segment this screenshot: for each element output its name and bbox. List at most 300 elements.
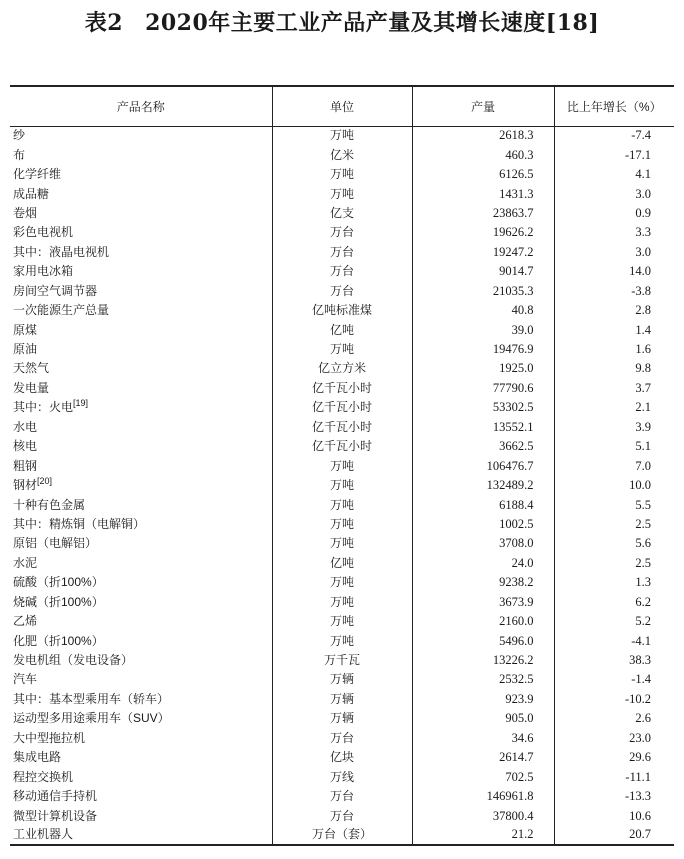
product-name-cell xyxy=(10,126,272,145)
unit-cell xyxy=(272,398,412,417)
production-text: 1002.5 xyxy=(499,516,534,531)
table-row xyxy=(10,165,674,184)
production-cell xyxy=(412,184,554,203)
header-production: 产量 xyxy=(412,86,554,126)
unit-text: 万吨 xyxy=(329,167,354,182)
unit-text: 万千瓦 xyxy=(323,653,360,668)
unit-text: 万吨 xyxy=(329,342,354,357)
production-text: 702.5 xyxy=(505,769,534,784)
product-name-text: 大中型拖拉机 xyxy=(13,730,86,745)
unit-cell xyxy=(272,826,412,845)
unit-cell xyxy=(272,709,412,728)
table-row xyxy=(10,359,674,378)
product-name-text: 程控交换机 xyxy=(13,769,74,784)
product-name-cell xyxy=(10,398,272,417)
production-text: 1925.0 xyxy=(499,361,534,376)
production-text: 146961.8 xyxy=(486,789,534,804)
product-name-cell xyxy=(10,243,272,262)
unit-text: 亿千瓦小时 xyxy=(311,419,372,434)
unit-cell xyxy=(272,748,412,767)
production-cell xyxy=(412,515,554,534)
growth-cell xyxy=(554,767,674,786)
product-name-text: 成品糖 xyxy=(13,186,50,201)
production-cell xyxy=(412,126,554,145)
product-name-cell xyxy=(10,767,272,786)
unit-text: 万台 xyxy=(329,789,354,804)
unit-text: 万吨 xyxy=(329,458,354,473)
growth-cell xyxy=(554,690,674,709)
production-cell xyxy=(412,534,554,553)
product-name-text: 其中：基本型乘用车（轿车） xyxy=(13,691,170,706)
unit-text: 亿吨 xyxy=(329,555,354,570)
production-cell xyxy=(412,495,554,514)
production-text: 13552.1 xyxy=(492,419,534,434)
unit-text: 亿支 xyxy=(329,205,354,220)
unit-cell xyxy=(272,515,412,534)
product-name-cell xyxy=(10,301,272,320)
production-text: 9014.7 xyxy=(499,264,534,279)
product-name-cell xyxy=(10,282,272,301)
production-cell xyxy=(412,359,554,378)
growth-cell xyxy=(554,495,674,514)
growth-cell xyxy=(554,262,674,281)
production-text: 6126.5 xyxy=(499,167,534,182)
growth-text: 3.7 xyxy=(635,380,651,395)
production-cell xyxy=(412,282,554,301)
growth-cell xyxy=(554,631,674,650)
header-unit: 单位 xyxy=(272,86,412,126)
unit-cell xyxy=(272,806,412,825)
table-row xyxy=(10,145,674,164)
growth-cell xyxy=(554,573,674,592)
production-cell xyxy=(412,320,554,339)
unit-cell xyxy=(272,418,412,437)
growth-cell xyxy=(554,651,674,670)
production-text: 5496.0 xyxy=(499,633,534,648)
growth-cell xyxy=(554,709,674,728)
growth-text: 1.4 xyxy=(635,322,651,337)
product-name-cell xyxy=(10,204,272,223)
production-text: 40.8 xyxy=(511,303,534,318)
product-name-cell xyxy=(10,495,272,514)
table-row xyxy=(10,184,674,203)
production-cell xyxy=(412,476,554,495)
product-name-cell xyxy=(10,631,272,650)
production-cell xyxy=(412,554,554,573)
growth-cell xyxy=(554,145,674,164)
production-text: 34.6 xyxy=(511,730,534,745)
unit-text: 亿千瓦小时 xyxy=(311,439,372,454)
unit-cell xyxy=(272,165,412,184)
growth-cell xyxy=(554,398,674,417)
production-cell xyxy=(412,787,554,806)
production-text: 3662.5 xyxy=(499,439,534,454)
product-name-cell xyxy=(10,145,272,164)
product-name-text: 家用电冰箱 xyxy=(13,264,74,279)
product-name-text: 水泥 xyxy=(13,555,38,570)
product-name-cell xyxy=(10,709,272,728)
product-name-cell xyxy=(10,359,272,378)
growth-text: 2.5 xyxy=(635,555,651,570)
product-name-text: 硫酸（折100%） xyxy=(13,575,104,590)
product-name-text: 发电机组（发电设备） xyxy=(13,653,134,668)
footnote-ref: [19] xyxy=(73,398,89,409)
production-text: 460.3 xyxy=(505,147,534,162)
table-row xyxy=(10,515,674,534)
growth-cell xyxy=(554,476,674,495)
production-cell xyxy=(412,826,554,845)
unit-cell xyxy=(272,320,412,339)
table-row xyxy=(10,495,674,514)
growth-text: 5.1 xyxy=(635,439,651,454)
product-name-text: 微型计算机设备 xyxy=(13,808,98,823)
unit-text: 万辆 xyxy=(329,672,354,687)
table-row xyxy=(10,593,674,612)
product-name-cell xyxy=(10,787,272,806)
product-name-text: 核电 xyxy=(13,439,38,454)
production-cell xyxy=(412,243,554,262)
unit-cell xyxy=(272,145,412,164)
header-growth: 比上年增长（%） xyxy=(554,86,674,126)
table-row xyxy=(10,456,674,475)
unit-text: 亿块 xyxy=(329,750,354,765)
production-text: 132489.2 xyxy=(486,478,534,493)
table-row xyxy=(10,709,674,728)
unit-text: 万吨 xyxy=(329,128,354,143)
growth-cell xyxy=(554,301,674,320)
growth-text: 5.5 xyxy=(635,497,651,512)
product-name-text: 十种有色金属 xyxy=(13,497,86,512)
production-cell xyxy=(412,418,554,437)
growth-text: 38.3 xyxy=(629,653,651,668)
product-name-text: 钢材 xyxy=(13,478,38,493)
product-name-text: 集成电路 xyxy=(13,750,62,765)
production-cell xyxy=(412,573,554,592)
unit-cell xyxy=(272,437,412,456)
growth-cell xyxy=(554,320,674,339)
growth-cell xyxy=(554,282,674,301)
growth-cell xyxy=(554,379,674,398)
product-name-cell xyxy=(10,826,272,845)
production-cell xyxy=(412,340,554,359)
production-cell xyxy=(412,631,554,650)
product-name-cell xyxy=(10,554,272,573)
production-text: 19476.9 xyxy=(492,342,534,357)
unit-cell xyxy=(272,456,412,475)
unit-text: 万吨 xyxy=(329,478,354,493)
growth-text: 1.6 xyxy=(635,342,651,357)
growth-text: 29.6 xyxy=(629,750,651,765)
unit-text: 万辆 xyxy=(329,711,354,726)
unit-cell xyxy=(272,593,412,612)
unit-text: 亿吨标准煤 xyxy=(311,303,372,318)
product-name-cell xyxy=(10,418,272,437)
unit-cell xyxy=(272,729,412,748)
growth-text: 10.0 xyxy=(629,478,651,493)
growth-text: 3.9 xyxy=(635,419,651,434)
production-text: 2160.0 xyxy=(499,614,534,629)
production-text: 23863.7 xyxy=(492,205,534,220)
unit-text: 万吨 xyxy=(329,575,354,590)
growth-text: 9.8 xyxy=(635,361,651,376)
growth-text: 0.9 xyxy=(635,205,651,220)
table-row xyxy=(10,534,674,553)
production-cell xyxy=(412,165,554,184)
table-row xyxy=(10,418,674,437)
production-cell xyxy=(412,437,554,456)
product-name-text: 房间空气调节器 xyxy=(13,283,98,298)
industrial-products-table xyxy=(10,85,674,846)
unit-cell xyxy=(272,554,412,573)
unit-cell xyxy=(272,476,412,495)
table-row xyxy=(10,573,674,592)
table-row xyxy=(10,320,674,339)
unit-text: 万台 xyxy=(329,264,354,279)
unit-cell xyxy=(272,767,412,786)
growth-text: -7.4 xyxy=(631,128,651,143)
unit-cell xyxy=(272,495,412,514)
production-cell xyxy=(412,748,554,767)
unit-cell xyxy=(272,262,412,281)
growth-text: 2.6 xyxy=(635,711,651,726)
product-name-cell xyxy=(10,340,272,359)
unit-cell xyxy=(272,301,412,320)
production-cell xyxy=(412,379,554,398)
table-row xyxy=(10,787,674,806)
product-name-cell xyxy=(10,515,272,534)
unit-cell xyxy=(272,534,412,553)
unit-text: 万台 xyxy=(329,225,354,240)
production-cell xyxy=(412,593,554,612)
product-name-text: 原铝（电解铝） xyxy=(13,536,98,551)
unit-text: 万吨 xyxy=(329,594,354,609)
table-row xyxy=(10,631,674,650)
product-name-cell xyxy=(10,534,272,553)
growth-cell xyxy=(554,729,674,748)
growth-cell xyxy=(554,806,674,825)
product-name-cell xyxy=(10,806,272,825)
table-row xyxy=(10,340,674,359)
production-cell xyxy=(412,262,554,281)
production-cell xyxy=(412,145,554,164)
product-name-text: 烧碱（折100%） xyxy=(13,594,104,609)
production-text: 9238.2 xyxy=(499,575,534,590)
product-name-text: 其中：精炼铜（电解铜） xyxy=(13,516,146,531)
unit-text: 万吨 xyxy=(329,614,354,629)
product-name-text: 纱 xyxy=(13,128,26,143)
production-text: 21.2 xyxy=(511,827,534,842)
product-name-text: 运动型多用途乘用车（SUV） xyxy=(13,711,170,726)
table-row xyxy=(10,651,674,670)
product-name-cell xyxy=(10,690,272,709)
table-row xyxy=(10,262,674,281)
unit-text: 亿千瓦小时 xyxy=(311,400,372,415)
growth-text: 7.0 xyxy=(635,458,651,473)
unit-cell xyxy=(272,282,412,301)
production-cell xyxy=(412,301,554,320)
unit-text: 万吨 xyxy=(329,536,354,551)
growth-cell xyxy=(554,748,674,767)
product-name-text: 水电 xyxy=(13,419,38,434)
product-name-cell xyxy=(10,165,272,184)
growth-text: 3.0 xyxy=(635,244,651,259)
growth-text: 5.2 xyxy=(635,614,651,629)
unit-text: 亿米 xyxy=(329,147,354,162)
table-row xyxy=(10,729,674,748)
table-row xyxy=(10,806,674,825)
growth-cell xyxy=(554,515,674,534)
growth-text: 2.5 xyxy=(635,516,651,531)
growth-text: 10.6 xyxy=(629,808,651,823)
product-name-cell xyxy=(10,262,272,281)
growth-cell xyxy=(554,340,674,359)
product-name-text: 移动通信手持机 xyxy=(13,789,98,804)
product-name-cell xyxy=(10,223,272,242)
unit-text: 万吨 xyxy=(329,516,354,531)
table-body xyxy=(10,126,674,845)
production-cell xyxy=(412,767,554,786)
product-name-text: 其中：液晶电视机 xyxy=(13,244,110,259)
growth-text: -3.8 xyxy=(631,283,651,298)
footnote-ref: [20] xyxy=(37,476,53,487)
growth-text: 4.1 xyxy=(635,167,651,182)
growth-text: -17.1 xyxy=(624,147,651,162)
table-row xyxy=(10,826,674,845)
growth-cell xyxy=(554,243,674,262)
product-name-cell xyxy=(10,748,272,767)
production-text: 53302.5 xyxy=(492,400,534,415)
product-name-text: 粗钢 xyxy=(13,458,38,473)
unit-cell xyxy=(272,204,412,223)
table-row xyxy=(10,690,674,709)
table-row xyxy=(10,398,674,417)
production-cell xyxy=(412,806,554,825)
unit-cell xyxy=(272,690,412,709)
production-text: 905.0 xyxy=(505,711,534,726)
production-cell xyxy=(412,709,554,728)
growth-text: 1.3 xyxy=(635,575,651,590)
table-row xyxy=(10,243,674,262)
product-name-text: 天然气 xyxy=(13,361,50,376)
growth-text: -13.3 xyxy=(624,789,651,804)
growth-text: 14.0 xyxy=(629,264,651,279)
unit-cell xyxy=(272,573,412,592)
unit-cell xyxy=(272,359,412,378)
unit-cell xyxy=(272,243,412,262)
unit-text: 万台 xyxy=(329,283,354,298)
product-name-cell xyxy=(10,651,272,670)
table-row xyxy=(10,223,674,242)
growth-cell xyxy=(554,670,674,689)
product-name-cell xyxy=(10,593,272,612)
product-name-text: 化肥（折100%） xyxy=(13,633,104,648)
table-row xyxy=(10,301,674,320)
production-text: 1431.3 xyxy=(499,186,534,201)
unit-text: 万台 xyxy=(329,808,354,823)
growth-cell xyxy=(554,787,674,806)
table-row xyxy=(10,748,674,767)
table-row xyxy=(10,554,674,573)
production-text: 21035.3 xyxy=(492,283,534,298)
product-name-text: 卷烟 xyxy=(13,205,38,220)
unit-text: 万台 xyxy=(329,244,354,259)
production-text: 2614.7 xyxy=(499,750,534,765)
production-text: 106476.7 xyxy=(486,458,534,473)
table-title xyxy=(0,6,684,37)
product-name-text: 原油 xyxy=(13,342,38,357)
growth-text: -11.1 xyxy=(625,769,651,784)
product-name-cell xyxy=(10,670,272,689)
unit-text: 万辆 xyxy=(329,691,354,706)
product-name-cell xyxy=(10,476,272,495)
product-name-text: 化学纤维 xyxy=(13,167,62,182)
product-name-cell xyxy=(10,729,272,748)
growth-text: 3.3 xyxy=(635,225,651,240)
growth-text: 2.1 xyxy=(635,400,651,415)
growth-cell xyxy=(554,418,674,437)
unit-text: 万台（套） xyxy=(311,827,372,842)
unit-cell xyxy=(272,184,412,203)
product-name-cell xyxy=(10,320,272,339)
growth-cell xyxy=(554,826,674,845)
unit-text: 万台 xyxy=(329,730,354,745)
production-text: 13226.2 xyxy=(492,653,534,668)
growth-cell xyxy=(554,359,674,378)
product-name-cell xyxy=(10,573,272,592)
growth-text: 6.2 xyxy=(635,594,651,609)
unit-cell xyxy=(272,670,412,689)
growth-cell xyxy=(554,204,674,223)
growth-cell xyxy=(554,223,674,242)
product-name-text: 工业机器人 xyxy=(13,827,74,842)
product-name-text: 发电量 xyxy=(13,380,50,395)
growth-cell xyxy=(554,593,674,612)
production-text: 24.0 xyxy=(511,555,534,570)
unit-cell xyxy=(272,612,412,631)
production-cell xyxy=(412,651,554,670)
production-text: 3673.9 xyxy=(499,594,534,609)
production-text: 77790.6 xyxy=(492,380,534,395)
table-row xyxy=(10,282,674,301)
unit-cell xyxy=(272,126,412,145)
growth-cell xyxy=(554,612,674,631)
unit-text: 万吨 xyxy=(329,186,354,201)
production-cell xyxy=(412,456,554,475)
production-text: 19626.2 xyxy=(492,225,534,240)
product-name-cell xyxy=(10,612,272,631)
growth-text: -4.1 xyxy=(631,633,651,648)
product-name-text: 彩色电视机 xyxy=(13,225,74,240)
production-text: 3708.0 xyxy=(499,536,534,551)
product-name-cell xyxy=(10,184,272,203)
growth-cell xyxy=(554,126,674,145)
table-row xyxy=(10,476,674,495)
table-row xyxy=(10,670,674,689)
product-name-text: 乙烯 xyxy=(13,614,38,629)
production-text: 37800.4 xyxy=(492,808,534,823)
growth-text: 20.7 xyxy=(629,827,651,842)
production-text: 923.9 xyxy=(505,691,534,706)
table-number: 表2 xyxy=(84,10,124,36)
growth-cell xyxy=(554,534,674,553)
product-name-cell xyxy=(10,456,272,475)
growth-text: 23.0 xyxy=(629,730,651,745)
production-cell xyxy=(412,223,554,242)
production-cell xyxy=(412,612,554,631)
unit-text: 万线 xyxy=(329,769,354,784)
table-header-row xyxy=(10,86,674,126)
product-name-text: 布 xyxy=(13,147,26,162)
